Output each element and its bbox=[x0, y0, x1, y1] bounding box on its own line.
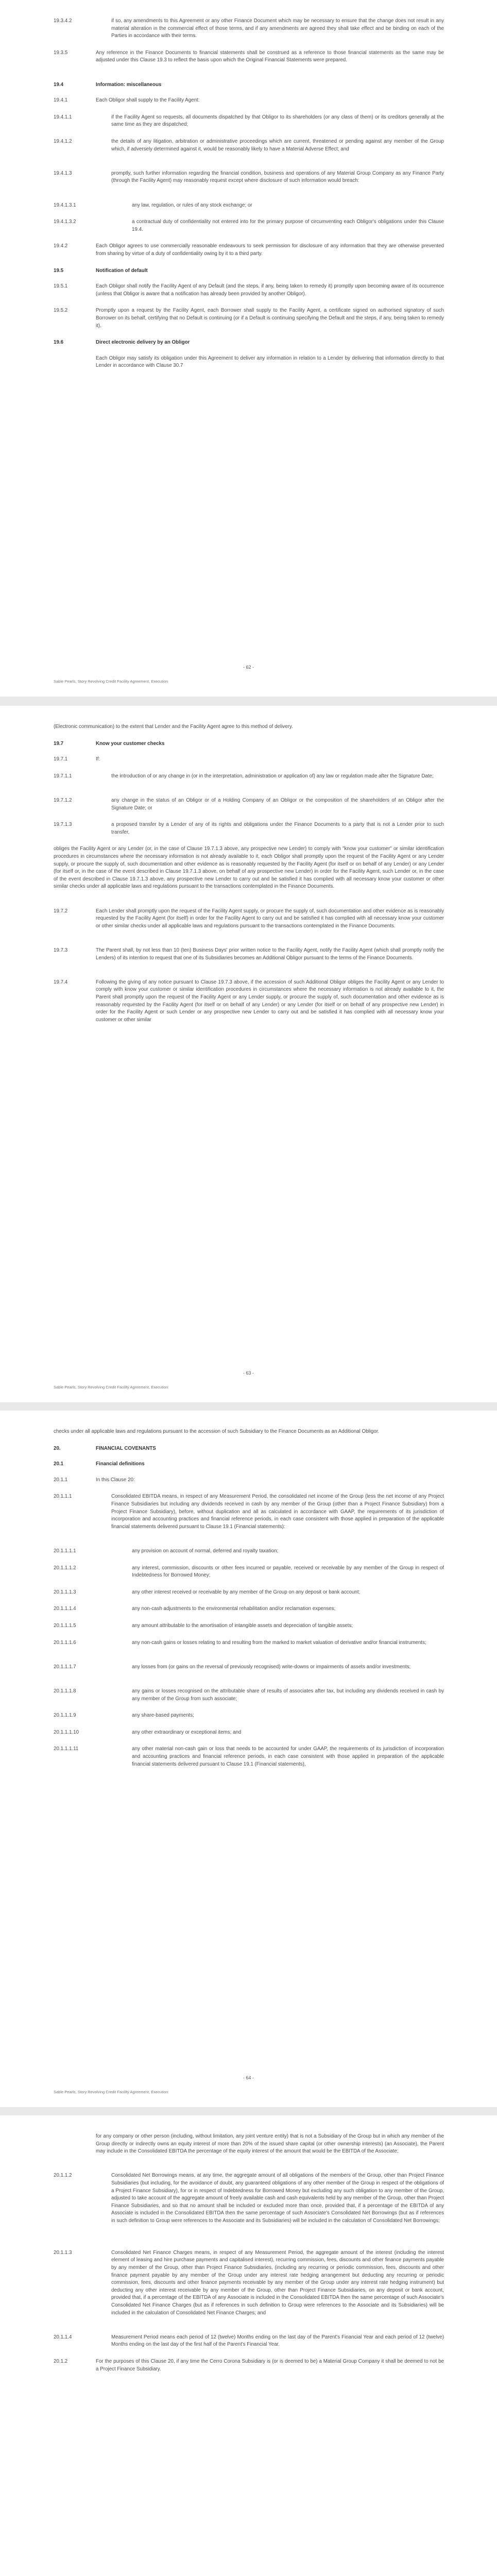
clause-text: Measurement Period means each period of 12 (twelve) Months ending on the last day of the Parent's Financial Year and each period of 12 (twelve) Months ending on the last day of the first half of the Parent's Financial Year. bbox=[111, 2334, 444, 2348]
clause-text: Consolidated Net Finance Charges means, in respect of any Measurement Period, the aggregate amount of the interest (including the interest element of leasing and hire purchase payments and capitalised interest), recurring commission, fees, discounts and other finance payments payable by any member of the Group, other than Project Finance Subsidiaries, (including any recurring or periodic commission, fees, discounts and other finance payment payable by any member of the Group under any interest rate hedging arrangement but deducting any recurring or periodic commission, fees, discounts and other finance payments receivable by any member of the Group under any interest rate hedging instrument) but deducting any other interest receivable by any member of the Group, other than Project Finance Subsidiaries, on any deposit or bank account, provided that, if a percentage of the EBITDA of any Associate is included in the Consolidated EBITDA then the same percentage of such Associate's Consolidated Net Finance Charges (but as if references in such definition to Group were references to the Associate and its Subsidiaries) will be included in the calculation of Consolidated Net Finance Charges; and bbox=[111, 2249, 444, 2316]
clause-number: 19.7.1.2 bbox=[54, 798, 72, 803]
page-number: - 62 - bbox=[243, 665, 254, 670]
clause-number: 19.6 bbox=[54, 340, 64, 346]
clause-number: 19.3.5 bbox=[54, 49, 68, 56]
page-separator bbox=[0, 2107, 497, 2115]
clause-number: 20.1.1.1.2 bbox=[54, 1565, 76, 1571]
clause-number: 19.4.1.1 bbox=[54, 114, 72, 120]
clause-text: any non-cash adjustments to the environmental rehabilitation and/or reclamation expenses; bbox=[132, 1606, 336, 1612]
clause-text: any other material non-cash gain or loss that needs to be accounted for under GAAP, the requirements of its jurisdiction of incorporation and accounting practices and financial reference periods, in each case consistent with those applied in preparation of the applicable financial statements delivered pursuant to Clause 19.1 (Financial statements), bbox=[132, 1746, 444, 1767]
clause-text: Each Obligor agrees to use commercially reasonable endeavours to seek permission for disclosure of any information that they are otherwise prevented from sharing by virtue of a duty of confidentiality owing by it to a third party. bbox=[96, 243, 444, 257]
clause-text: any other interest received or receivable by any member of the Group on any deposit or bank account; bbox=[132, 1589, 361, 1595]
clause-heading: Direct electronic delivery by an Obligor bbox=[96, 340, 190, 346]
clause-number: 19.4.1.3.1 bbox=[54, 202, 76, 208]
clause-number: 20.1.1.1.7 bbox=[54, 1664, 76, 1670]
clause-text: Promptly upon a request by the Facility Agent, each Borrower shall supply to the Facility Agent, a certificate signed on authorised signatory of such Borrower on its behalf, certifying that no Default is continuing (or if a Default is continuing specifying the Default and the steps, if any, being taken to remedy it). bbox=[96, 308, 444, 329]
clause-number: 19.4.1.3 bbox=[54, 170, 72, 176]
clause-number: 19.4.1.3.2 bbox=[54, 219, 76, 225]
clause-heading: Information: miscellaneous bbox=[96, 81, 162, 88]
clause-text: any provision on account of normal, deferred and royalty taxation; bbox=[132, 1548, 279, 1554]
page-separator bbox=[0, 1402, 497, 1411]
clause-number: 19.7.1.3 bbox=[54, 822, 72, 828]
clause-text: any gains or losses recognised on the attributable share of results of associates after tax, but including any dividends received in cash by any member of the Group from such associate; bbox=[132, 1688, 444, 1702]
clause-number: 19.7.3 bbox=[54, 947, 68, 953]
clause-number: 20.1.1 bbox=[54, 1477, 68, 1483]
clause-text: checks under all applicable laws and regulations pursuant to the accession of such Subsidiary to the Finance Documents as an Additional Obligor. bbox=[54, 1429, 380, 1434]
clause-text: In this Clause 20: bbox=[96, 1477, 135, 1483]
page-footer: Sable Pearls, Story Revolving Credit Facility Agreement, Execution bbox=[54, 679, 168, 684]
clause-text: Any reference in the Finance Documents to financial statements shall be construed as a reference to those financial statements as the same may be adjusted under this Clause 19.3 to reflect the basis upon which the Original Financial Statements were prepared. bbox=[96, 49, 444, 63]
clause-number: 20.1 bbox=[54, 1461, 64, 1467]
clause-text: Each Obligor shall notify the Facility Agent of any Default (and the steps, if any, being taken to remedy it) promptly upon becoming aware of its occurrence (unless that Obligor is aware that a notification has already been provided by another Obligor). bbox=[96, 283, 444, 297]
clause-number: 19.3.4.2 bbox=[54, 18, 72, 24]
clause-text: any law, regulation, or rules of any stock exchange; or bbox=[132, 202, 252, 208]
clause-number: 20.1.1.2 bbox=[54, 2173, 72, 2179]
document-page bbox=[0, 0, 497, 697]
clause-text: any change in the status of an Obligor or of a Holding Company of an Obligor or the composition of the shareholders of an Obligor after the Signature Date; or bbox=[111, 798, 444, 811]
clause-heading: FINANCIAL COVENANTS bbox=[96, 1445, 156, 1451]
clause-text: if the Facility Agent so requests, all documents dispatched by that Obligor to its shareholders (or any class of them) or its creditors generally at the same time as they are dispatched; bbox=[111, 114, 444, 128]
page-number: - 63 - bbox=[243, 1370, 254, 1376]
clause-number: 19.7.1.1 bbox=[54, 773, 72, 779]
clause-text: (Electronic communication) to the extent that Lender and the Facility Agent agree to this method of delivery. bbox=[54, 724, 293, 730]
clause-number: 19.7.4 bbox=[54, 979, 68, 985]
clause-text: a proposed transfer by a Lender of any of its rights and obligations under the Finance Documents to a party that is not a Lender prior to such transfer, bbox=[111, 822, 444, 835]
clause-number: 20.1.1.1.5 bbox=[54, 1623, 76, 1629]
clause-number: 20.1.1.1.9 bbox=[54, 1713, 76, 1719]
clause-heading: Financial definitions bbox=[96, 1461, 145, 1467]
clause-number: 19.5.1 bbox=[54, 283, 68, 290]
clause-text: Each Lender shall promptly upon the request of the Facility Agent supply, or procure the supply of, such documentation and other evidence as is reasonably requested by the Facility Agent (for itself) in order for the Facility Agent to carry out and be satisfied it has complied with all necessary know your customer or other similar checks under all applicable laws and regulations pursuant to the transactions contemplated in the Finance Documents. bbox=[96, 908, 444, 929]
clause-number: 19.7.1 bbox=[54, 756, 68, 762]
clause-text: any share-based payments; bbox=[132, 1713, 194, 1719]
document-page bbox=[0, 2115, 497, 2576]
clause-text: any non-cash gains or losses relating to and resulting from the marked to market valuation of derivative and/or financial instruments; bbox=[132, 1639, 426, 1646]
clause-text: any other extraordinary or exceptional items; and bbox=[132, 1729, 242, 1735]
clause-number: 20.1.1.1.10 bbox=[54, 1729, 79, 1735]
clause-text: obliges the Facility Agent or any Lender (or, in the case of Clause 19.7.1.3 above, any prospective new Lender) to comply with "know your customer" or similar identification procedures in circumstances where the necessary information is not already available to it, each Obligor shall promptly upon the request of the Facility Agent or any Lender supply, or procure the supply of, such documentation and other evidence as is reasonably requested by the Facility Agent (for itself or on behalf of any Lender) or any Lender (for itself or, in the case of the event described in Clause 19.7.1.3 above, on behalf of any prospective new Lender) in order for the Facility Agent, such Lender or, in the case of the event described in Clause 19.7.1.3 above, any prospective new Lender to carry out and be satisfied it has complied with all necessary know your customer or other similar checks under all applicable laws and regulations pursuant to the transactions contemplated in the Finance Documents. bbox=[54, 846, 444, 890]
clause-text: Following the giving of any notice pursuant to Clause 19.7.3 above, if the accession of such Additional Obligor obliges the Facility Agent or any Lender to comply with know your customer or similar identification procedures in circumstances where the necessary information is not already available to it, the Parent shall promptly upon the request of the Facility Agent or any Lender supply, or procure the supply of, such documentation and other evidence as is reasonably requested by the Facility Agent (for itself or on behalf of any Lender) or any Lender (for itself or on behalf of any prospective new Lender) in order for the Facility Agent or such Lender or any prospective new Lender to carry out and be satisfied it has complied with all necessary know your customer or other similar bbox=[96, 979, 444, 1023]
clause-text: any amount attributable to the amortisation of intangible assets and depreciation of tangible assets; bbox=[132, 1623, 353, 1629]
clause-text: For the purposes of this Clause 20, if any time the Cerro Corona Subsidiary is (or is deemed to be) a Material Group Company it shall be deemed to not be a Project Finance Subsidiary. bbox=[96, 2359, 444, 2372]
clause-number: 19.5 bbox=[54, 267, 64, 274]
page-footer: Sable Pearls, Story Revolving Credit Facility Agreement, Execution bbox=[54, 2090, 168, 2094]
clause-text: The Parent shall, by not less than 10 (ten) Business Days' prior written notice to the Facility Agent, notify the Facility Agent (which shall promptly notify the Lenders) of its intention to request that one of its Subsidiaries becomes an Additional Obligor pursuant to the terms of the Finance Documents. bbox=[96, 947, 444, 961]
clause-number: 19.4 bbox=[54, 81, 64, 88]
clause-text: if so, any amendments to this Agreement or any other Finance Document which may be necessary to ensure that the change does not result in any material alteration in the commercial effect of those terms, and if any amendments are agreed they shall take effect and be binding on each of the Parties in accordance with their terms. bbox=[111, 18, 444, 39]
document-page bbox=[0, 706, 497, 1402]
clause-number: 19.4.2 bbox=[54, 243, 68, 249]
clause-number: 20.1.2 bbox=[54, 2359, 68, 2364]
clause-text: Each Obligor shall supply to the Facility Agent: bbox=[96, 97, 200, 104]
clause-text: Each Obligor may satisfy its obligation under this Agreement to deliver any information in relation to a Lender by delivering that information directly to that Lender in accordance with Clause 30.7 bbox=[96, 355, 444, 369]
clause-number: 20. bbox=[54, 1445, 61, 1451]
clause-number: 19.5.2 bbox=[54, 308, 68, 314]
clause-number: 20.1.1.1.11 bbox=[54, 1746, 79, 1752]
clause-number: 20.1.1.4 bbox=[54, 2334, 72, 2340]
clause-heading: Notification of default bbox=[96, 267, 148, 274]
clause-number: 19.7.2 bbox=[54, 908, 68, 914]
document-page bbox=[0, 1411, 497, 2107]
clause-number: 20.1.1.1.1 bbox=[54, 1548, 76, 1554]
clause-text: the introduction of or any change in (or in the interpretation, administration or application of) any law or regulation made after the Signature Date; bbox=[111, 773, 434, 779]
clause-number: 20.1.1.1.4 bbox=[54, 1606, 76, 1612]
clause-text: Consolidated Net Borrowings means, at any time, the aggregate amount of all obligations of the members of the Group, other than Project Finance Subsidiaries (but including, for the avoidance of doubt, any guaranteed obligations of any other member of the Group in respect of the obligations of a Project Finance Subsidiary), for or in respect of Indebtedness for Borrowed Money but excluding any such obligation to any member of the Group, adjusted to take account of the aggregate amount of freely available cash and cash equivalents held by any member of the Group, other than Project Finance Subsidiaries, and so that no amount shall be included or excluded more than once, provided that, if a percentage of the EBITDA of any Associate is included in the Consolidated EBITDA then the same percentage of such Associate's Consolidated Net Borrowings (but as if references in such definition to Group were references to the Associate and its Subsidiaries) will be included in the calculation of Consolidated Net Borrowings; bbox=[111, 2173, 444, 2224]
page-footer: Sable Pearls, Story Revolving Credit Facility Agreement, Execution bbox=[54, 1385, 168, 1389]
clause-number: 19.4.1 bbox=[54, 97, 68, 104]
clause-number: 19.4.1.2 bbox=[54, 139, 72, 144]
clause-text: the details of any litigation, arbitration or administrative proceedings which are current, threatened or pending against any member of the Group which, if adversely determined against it, would be reasonably likely to have a Material Adverse Effect; and bbox=[111, 139, 444, 152]
clause-number: 20.1.1.3 bbox=[54, 2249, 72, 2256]
clause-text: for any company or other person (including, without limitation, any joint venture entity) that is not a Subsidiary of the Group but in which any member of the Group directly or indirectly owns an equity interest of more than 20% of the issued share capital (or other ownership interests) (an Associate), the Parent may include in the Consolidated EBITDA the percentage of the equity interest of the amount that would be the EBITDA of the Associate; bbox=[96, 2133, 444, 2155]
page-separator bbox=[0, 697, 497, 706]
clause-number: 20.1.1.1 bbox=[54, 1494, 72, 1500]
clause-text: promptly, such further information regarding the financial condition, business and operations of any Material Group Company as any Finance Party (through the Facility Agent) may reasonably request except where disclosure of such information would breach: bbox=[111, 170, 444, 184]
clause-text: any interest, commission, discounts or other fees incurred or payable, received or receivable by any member of the Group in respect of Indebtedness for Borrowed Money; bbox=[132, 1565, 444, 1579]
clause-number: 20.1.1.1.3 bbox=[54, 1589, 76, 1595]
clause-number: 20.1.1.1.6 bbox=[54, 1639, 76, 1646]
clause-text: any losses from (or gains on the reversal of previously recognised) write-downs or impairments of assets and/or investments; bbox=[132, 1664, 411, 1670]
clause-heading: Know your customer checks bbox=[96, 740, 165, 747]
page-number: - 64 - bbox=[243, 2075, 254, 2080]
clause-text: If: bbox=[96, 756, 100, 762]
clause-number: 19.7 bbox=[54, 740, 64, 747]
clause-text: a contractual duty of confidentiality not entered into for the primary purpose of circumventing each Obligor's obligations under this Clause 19.4. bbox=[132, 219, 444, 232]
clause-text: Consolidated EBITDA means, in respect of any Measurement Period, the consolidated net income of the Group (less the net income of any Project Finance Subsidiaries but including any dividends received in cash by any member of the Group (other than a Project Finance Subsidiary) from a Project Finance Subsidiary), before, without duplication and all as calculated in accordance with GAAP, the requirements of its jurisdiction of incorporation and accounting practices and financial reference periods, in each case consistent with those applied in preparation of the applicable financial statements delivered pursuant to Clause 19.1 (Financial statements): bbox=[111, 1494, 444, 1530]
clause-number: 20.1.1.1.8 bbox=[54, 1688, 76, 1694]
